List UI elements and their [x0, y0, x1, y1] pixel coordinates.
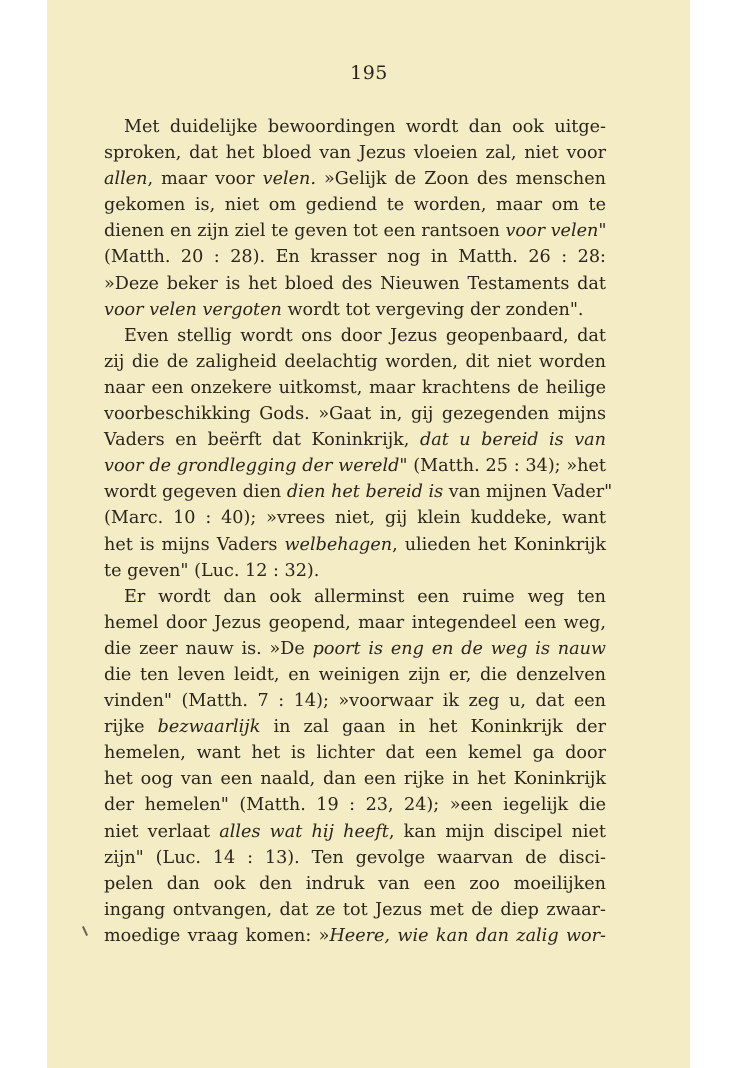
text-line: te geven" (Luc. 12 : 32).: [104, 560, 320, 581]
text-line: voorbeschikking Gods. »Gaat in, gij gezegenden mijns: [104, 404, 606, 425]
text-line: dienen en zijn ziel te geven tot een rantsoen voor velen": [104, 221, 607, 242]
text-line: naar een onzekere uitkomst, maar krachtens de heilige: [104, 377, 606, 398]
text-line: gekomen is, niet om gediend te worden, maar om te: [104, 195, 606, 216]
text-line: hemel door Jezus geopend, maar integendeel een weg,: [104, 612, 606, 633]
text-line: Vaders en beërft dat Koninkrijk, dat u bereid is van: [104, 430, 606, 451]
text-line: (Matth. 20 : 28). En krasser nog in Matth. 26 : 28:: [104, 247, 606, 268]
text-line: Met duidelijke bewoordingen wordt dan ook uitge-: [124, 117, 606, 137]
text-line: allen, maar voor velen. »Gelijk de Zoon des menschen: [104, 169, 606, 190]
text-line: niet verlaat alles wat hij heeft, kan mijn discipel niet: [104, 821, 607, 842]
text-line: ingang ontvangen, dat ze tot Jezus met de diep zwaar-: [104, 899, 606, 920]
text-line: rijke bezwaarlijk in zal gaan in het Koninkrijk der: [104, 717, 606, 738]
text-line: Even stellig wordt ons door Jezus geopenbaard, dat: [124, 325, 606, 346]
text-line: vinden" (Matth. 7 : 14); »voorwaar ik zeg u, dat een: [104, 691, 606, 712]
text-line: hemelen, want het is lichter dat een kemel ga door: [104, 743, 606, 764]
text-line: het is mijns Vaders welbehagen, ulieden het Koninkrijk: [104, 534, 606, 555]
text-line: zij die de zaligheid deelachtig worden, dit niet worden: [104, 351, 606, 372]
text-line: zijn" (Luc. 14 : 13). Ten gevolge waarvan de disci-: [104, 847, 606, 868]
page-number: 195: [350, 62, 388, 84]
text-line: pelen dan ook den indruk van een zoo moeilijken: [104, 873, 606, 894]
text-line: die zeer nauw is. »De poort is eng en de weg is nauw: [104, 638, 606, 659]
text-line: voor de grondlegging der wereld" (Matth. 25 : 34); »het: [104, 456, 606, 477]
text-line: »Deze beker is het bloed des Nieuwen Testaments dat: [104, 273, 606, 294]
text-line: voor velen vergoten wordt tot vergeving der zonden".: [104, 299, 584, 320]
text-line: (Marc. 10 : 40); »vrees niet, gij klein kuddeke, want: [104, 508, 606, 529]
text-line: het oog van een naald, dan een rijke in het Koninkrijk: [104, 769, 606, 790]
text-line: Er wordt dan ook allerminst een ruime weg ten: [124, 586, 606, 607]
text-line: die ten leven leidt, en weinigen zijn er, die denzelven: [104, 664, 606, 685]
text-line: sproken, dat het bloed van Jezus vloeien zal, niet voor: [104, 143, 606, 164]
text-line: moedige vraag komen: »Heere, wie kan dan zalig wor-: [104, 925, 606, 946]
body-text: [104, 114, 613, 949]
text-line: der hemelen" (Matth. 19 : 23, 24); »een iegelijk die: [104, 795, 606, 816]
text-line: wordt gegeven dien dien het bereid is van mijnen Vader": [104, 482, 613, 503]
